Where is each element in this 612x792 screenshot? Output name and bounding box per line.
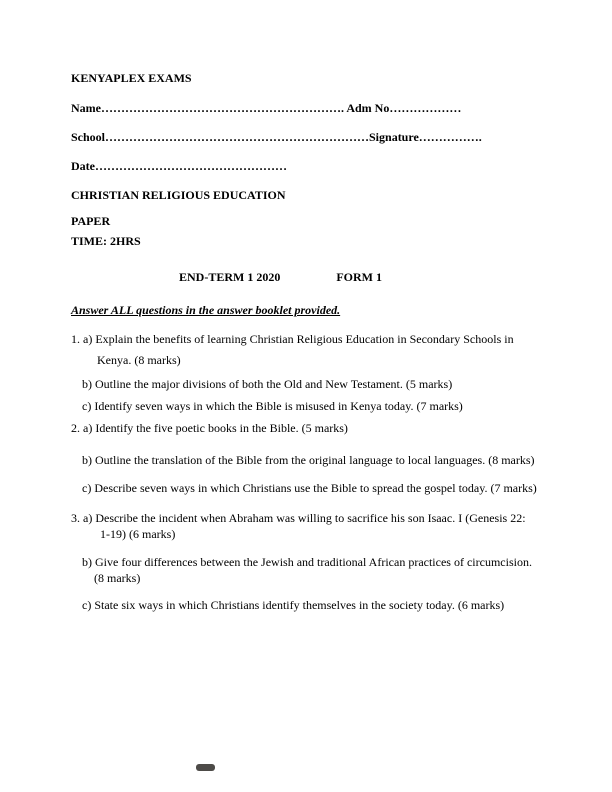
question-1	[71, 331, 541, 414]
paper-label: PAPER	[71, 214, 111, 228]
questions-section	[71, 331, 541, 613]
subject-title: CHRISTIAN RELIGIOUS EDUCATION	[71, 188, 286, 202]
ink-smudge-artifact	[196, 764, 215, 771]
instruction-text: Answer ALL questions in the answer booklet provided.	[71, 303, 341, 317]
question-3	[71, 510, 541, 613]
school-signature-field-line: School…………………………………………………………Signature…………….	[71, 130, 482, 144]
question-line: (8 marks)	[94, 571, 141, 585]
term-label: END-TERM 1 2020	[179, 270, 281, 284]
question-line: c) Describe seven ways in which Christians use the Bible to spread the gospel today. (7 marks)	[82, 481, 537, 495]
question-line: c) State six ways in which Christians identify themselves in the society today. (6 marks)	[82, 598, 505, 612]
name-adm-field-line: Name……………………………………………………. Adm No………………	[71, 101, 462, 115]
question-line: c) Identify seven ways in which the Bible is misused in Kenya today. (7 marks)	[82, 399, 463, 413]
exam-board-title: KENYAPLEX EXAMS	[71, 71, 192, 85]
question-line: Kenya. (8 marks)	[97, 353, 181, 367]
date-field-line: Date…………………………………………	[71, 159, 287, 173]
question-line: b) Give four differences between the Jewish and traditional African practices of circumcision.	[82, 555, 532, 569]
question-line: 1. a) Explain the benefits of learning Christian Religious Education in Secondary Schools in	[71, 332, 514, 346]
form-label: FORM 1	[336, 270, 382, 284]
term-form-line	[179, 269, 541, 285]
question-line: b) Outline the major divisions of both the Old and New Testament. (5 marks)	[82, 377, 453, 391]
question-line: b) Outline the translation of the Bible from the original language to local languages. (8 marks)	[82, 453, 535, 467]
question-2	[71, 420, 541, 496]
question-line: 3. a) Describe the incident when Abraham was willing to sacrifice his son Isaac. I (Genesis 22:	[71, 511, 526, 525]
time-label: TIME: 2HRS	[71, 234, 141, 248]
question-line: 1-19) (6 marks)	[100, 527, 176, 541]
question-line: 2. a) Identify the five poetic books in the Bible. (5 marks)	[71, 421, 348, 435]
